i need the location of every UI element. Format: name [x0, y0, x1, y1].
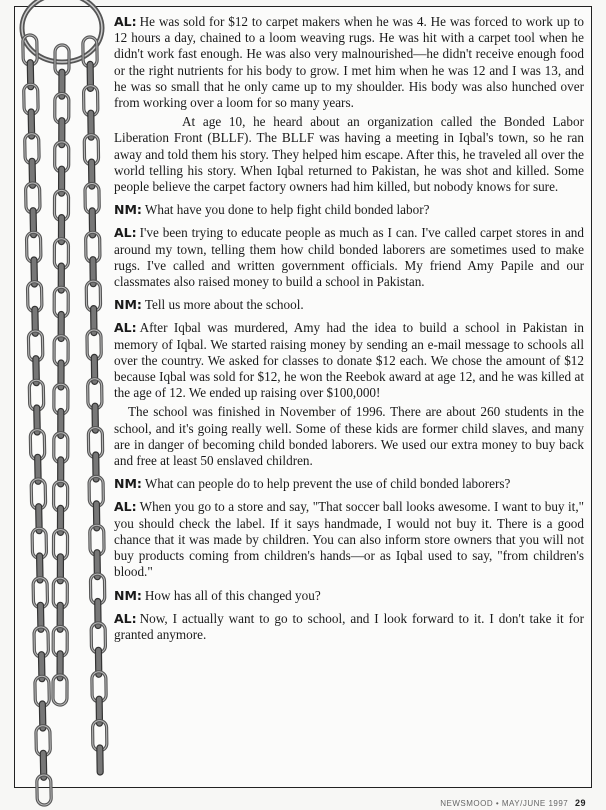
- interview-paragraph: [114, 320, 584, 401]
- continuation-paragraph: [114, 114, 584, 195]
- chain-illustration: [0, 0, 130, 810]
- speaker-label: AL:: [114, 225, 137, 241]
- paragraph-text: Tell us more about the school.: [144, 297, 304, 313]
- speaker-label: AL:: [114, 14, 137, 29]
- interview-paragraph: [114, 499, 584, 580]
- interview-text: [114, 14, 584, 650]
- paragraph-text: I've been trying to educate people as much as I can. I've called carpet stores in and around my town, telling them how child bonded laborers are sometimes used to make rugs. I've called and written government officials. My friend Amy Papile and our classmates also raised money to build a school in Pakistan.: [114, 225, 584, 290]
- paragraph-text: What have you done to help fight child bonded labor?: [144, 202, 430, 218]
- speaker-label: NM:: [114, 202, 142, 218]
- paragraph-text: What can people do to help prevent the use of child bonded laborers?: [144, 476, 511, 492]
- paragraph-text: The school was finished in November of 1996. There are about 260 students in the school, and it's going really well. Some of these kids are former child slaves, and many are in danger of becoming child bonded laborers. We used our extra money to buy back and free at least 50 enslaved children.: [114, 404, 584, 469]
- paragraph-text: After Iqbal was murdered, Amy had the idea to build a school in Pakistan in memory of Iqbal. We started raising money by sending an e-mail message to schools all over the country. We asked for classes to donate $12 each. We chose the amount of $12 because Iqbal was sold for $12, he won the Reebok award at age 12, and he was killed at the age of 12. We ended up raising over $100,000!: [114, 320, 584, 401]
- speaker-label: NM:: [114, 476, 142, 492]
- interview-paragraph: [114, 14, 584, 111]
- interview-paragraph: [114, 225, 584, 290]
- speaker-label: NM:: [114, 587, 142, 603]
- continuation-paragraph: [114, 404, 584, 469]
- speaker-label: AL:: [114, 499, 137, 515]
- page-number: 29: [574, 798, 586, 808]
- interview-paragraph: [114, 588, 584, 604]
- speaker-label: NM:: [114, 297, 142, 313]
- paragraph-text: When you go to a store and say, "That soccer ball looks awesome. I want to buy it," you should check the label. If it says handmade, I would not buy it. There is a good chance that it was made by children. You can also inform store owners that you will not buy products coming from children's hands—or as Iqbal used to say, "from children's blood.": [114, 499, 584, 580]
- paragraph-text: At age 10, he heard about an organization called the Bonded Labor Liberation Front (BLLF). The BLLF was having a meeting in Iqbal's town, so he ran away and told them his story. They helped him escape. After this, he traveled all over the world telling his story. When Iqbal returned to Pakistan, he was shot and killed. Some people believe the carpet factory owners had him killed, but nobody knows for sure.: [114, 114, 584, 195]
- interview-paragraph: [114, 297, 584, 313]
- paragraph-text: He was sold for $12 to carpet makers when he was 4. He was forced to work up to 12 hours a day, chained to a loom weaving rugs. He was hit with a carpet tool when he didn't work fast enough. He was also very malnourished—he didn't receive enough food or the right nutrients for his body to grow. I met him when he was 12 and I was 13, and he was so small that he only came up to my shoulder. His body was also hunched over from working over a loom for so many years.: [114, 14, 584, 111]
- paragraph-text: Now, I actually want to go to school, and I look forward to it. I don't take it for granted anymore.: [114, 610, 584, 642]
- interview-paragraph: [114, 476, 584, 492]
- running-head: NEWSMOOD • MAY/JUNE 1997: [440, 799, 569, 808]
- interview-paragraph: [114, 202, 584, 218]
- interview-paragraph: [114, 611, 584, 643]
- speaker-label: AL:: [114, 610, 137, 626]
- paragraph-text: How has all of this changed you?: [144, 587, 321, 603]
- page-footer: [440, 798, 586, 808]
- chain-link: [97, 745, 103, 775]
- speaker-label: AL:: [114, 320, 137, 336]
